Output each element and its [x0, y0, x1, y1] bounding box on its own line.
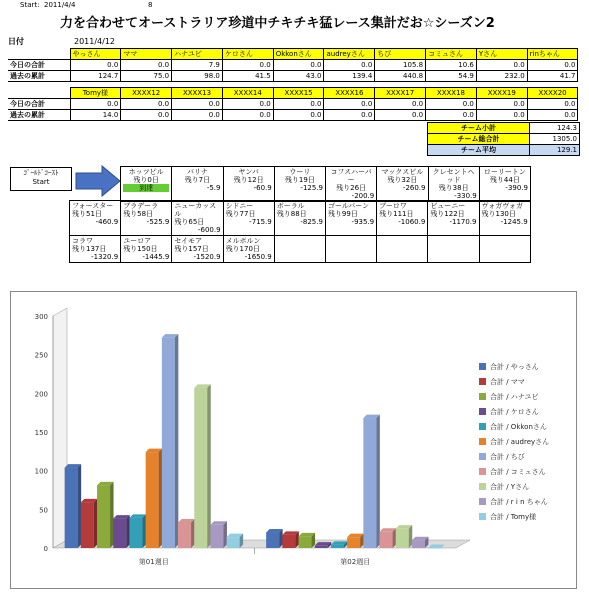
past-value: 41.7 [527, 71, 578, 82]
past-value: 232.0 [476, 71, 527, 82]
route-stop: ヴォガヴォガ 残り130日 -1245.9 [479, 201, 530, 236]
start-label: Start: [20, 1, 40, 9]
legend-label: 合計 / ハナユビ [490, 393, 539, 401]
route-stop: ホッツピル 残り0日 到達 [121, 167, 172, 202]
past-value: 0.0 [426, 110, 477, 121]
past-value: 0.0 [476, 110, 527, 121]
bar-side [126, 515, 130, 548]
team-subtotal-label: チーム小計 [428, 123, 530, 134]
past-value: 0.0 [324, 110, 375, 121]
past-value: 98.0 [172, 71, 223, 82]
route-stop: ブーロワ 残り111日 -1060.9 [377, 201, 428, 236]
today-label: 今日の合計 [8, 99, 70, 110]
bar [97, 485, 110, 548]
route-row-3 [70, 236, 531, 263]
route-stop: ローリートン 残り44日 -390.9 [479, 167, 530, 202]
route-stop-empty [274, 236, 325, 263]
start-date: 2011/4/4 [44, 1, 76, 9]
legend-label: 合計 / ママ [490, 378, 525, 386]
bar-side [159, 449, 163, 548]
route-stop: シドニー 残り77日 -715.9 [223, 201, 274, 236]
bar [299, 536, 312, 548]
bar [363, 418, 376, 548]
past-row [8, 110, 578, 121]
team-average-label: チーム平均 [428, 145, 530, 156]
page-title: 力を合わせてオーストラリア珍道中チキチキ猛レース集計だお☆シーズン2 [60, 16, 495, 31]
team-total-label: チーム総合計 [428, 134, 530, 145]
route-stop: ビューニー 残り122日 -1170.9 [428, 201, 479, 236]
route-stop-empty [428, 236, 479, 263]
date-label: 日付 [8, 37, 24, 46]
today-value: 0.0 [527, 99, 578, 110]
route-stop: セイモア 残り157日 -1520.9 [172, 236, 223, 263]
bar-side [78, 464, 82, 548]
route-stop: マックスビル 残り32日 -260.9 [377, 167, 428, 202]
origin-name: ｺﾞｰﾙﾄﾞｺｰｽﾄ [23, 169, 59, 177]
bar-side [207, 384, 211, 548]
bar [178, 522, 191, 548]
route-stop: コラワ 残り137日 -1320.9 [70, 236, 121, 263]
y-tick-label: 200 [34, 390, 48, 399]
member-name: XXXX17 [375, 88, 426, 99]
origin-start: Start [32, 178, 50, 187]
legend-label: 合計 / audreyさん [490, 438, 550, 446]
legend-swatch [479, 363, 486, 370]
member-name: rinちゃん [527, 49, 578, 60]
member-name: XXXX20 [527, 88, 578, 99]
route-row-1 [121, 167, 531, 202]
past-value: 0.0 [121, 110, 172, 121]
week-number: 8 [148, 1, 153, 9]
today-value: 7.9 [172, 60, 223, 71]
today-value: 0.0 [527, 60, 578, 71]
past-value: 0.0 [273, 110, 324, 121]
bar [162, 338, 175, 548]
member-name: Yさん [476, 49, 527, 60]
today-value: 0.0 [121, 60, 172, 71]
legend-label: 合計 / Yさん [490, 483, 530, 491]
past-value: 0.0 [222, 110, 273, 121]
y-tick-label: 300 [34, 313, 48, 321]
team-total-value: 1305.0 [530, 134, 580, 145]
route-stop: フォースター 残り51日 -460.9 [70, 201, 121, 236]
member-name: ちび [375, 49, 426, 60]
route-stop: バリナ 残り7日 -5.9 [172, 167, 223, 202]
member-name: やっさん [70, 49, 121, 60]
member-name: Tomy様 [70, 88, 121, 99]
member-name: Okkonさん [273, 49, 324, 60]
route-stop: ヤンバ 残り12日 -60.9 [223, 167, 274, 202]
route-stop: メルボルン 残り170日 -1650.9 [223, 236, 274, 263]
route-grid [120, 166, 531, 202]
route-stop: ウーリ 残り19日 -125.9 [274, 167, 325, 202]
today-value: 0.0 [324, 60, 375, 71]
legend-swatch [479, 453, 486, 460]
bar-side [376, 415, 380, 548]
bar [396, 529, 409, 548]
today-value: 0.0 [375, 99, 426, 110]
bar-side [94, 499, 98, 548]
past-value: 41.5 [222, 71, 273, 82]
route-stop: コフスハーバー 残り26日 -200.9 [326, 167, 377, 202]
team-totals [427, 122, 580, 156]
past-value: 0.0 [172, 110, 223, 121]
bar [129, 518, 142, 548]
today-row [8, 60, 578, 71]
route-stop-empty [325, 236, 376, 263]
legend-swatch [479, 423, 486, 430]
bar [146, 452, 159, 548]
bar [113, 519, 126, 548]
member-name: ママ [121, 49, 172, 60]
past-value: 124.7 [70, 71, 121, 82]
y-tick-label: 250 [34, 351, 48, 360]
category-label: 第02週目 [340, 558, 371, 566]
today-value: 0.0 [476, 99, 527, 110]
legend-label: 合計 / コミュさん [490, 468, 546, 476]
today-label: 今日の合計 [8, 60, 70, 71]
bar [81, 502, 94, 548]
bar-chart [11, 292, 576, 588]
legend-swatch [479, 468, 486, 475]
member-name: XXXX15 [273, 88, 324, 99]
legend-label: 合計 / Tomy様 [490, 513, 537, 521]
today-value: 105.8 [375, 60, 426, 71]
route-stop: ボーラル 残り88日 -825.9 [274, 201, 325, 236]
bar [282, 535, 295, 548]
route-row-2 [70, 201, 531, 236]
category-label: 第01週目 [138, 558, 169, 566]
legend-swatch [479, 438, 486, 445]
today-value: 0.0 [222, 60, 273, 71]
bar [65, 468, 78, 548]
today-value: 0.0 [70, 99, 121, 110]
past-value: 43.0 [273, 71, 324, 82]
score-table-1 [8, 48, 578, 82]
legend-label: 合計 / やっさん [490, 363, 539, 371]
y-tick-label: 0 [43, 545, 48, 553]
past-value: 54.9 [426, 71, 477, 82]
route-stop: ゴールバーン 残り99日 -935.9 [325, 201, 376, 236]
chart-frame [10, 291, 577, 589]
today-value: 0.0 [273, 99, 324, 110]
bar [315, 546, 328, 548]
past-value: 0.0 [375, 110, 426, 121]
route-stop: ニューカッスル 残り65日 -600.9 [172, 201, 223, 236]
route-grid-2 [69, 200, 531, 263]
y-tick-label: 100 [34, 467, 48, 476]
today-value: 10.6 [426, 60, 477, 71]
name-row [8, 49, 578, 60]
bar-side [223, 521, 227, 548]
today-value: 0.0 [172, 99, 223, 110]
bar-side [142, 514, 146, 548]
bar [194, 388, 207, 548]
member-name: XXXX13 [172, 88, 223, 99]
today-row [8, 99, 578, 110]
bar [331, 545, 344, 548]
today-value: 0.0 [121, 99, 172, 110]
legend-swatch [479, 483, 486, 490]
team-average-value: 129.1 [530, 145, 580, 156]
legend-label: 合計 / r i n ちゃん [490, 498, 548, 506]
legend-swatch [479, 408, 486, 415]
member-name: audreyさん [324, 49, 375, 60]
route-stop: ユーロア 残り150日 -1445.9 [121, 236, 172, 263]
member-name: XXXX19 [476, 88, 527, 99]
member-name: コミュさん [426, 49, 477, 60]
bar-side [409, 525, 413, 548]
member-name: XXXX18 [426, 88, 477, 99]
legend-swatch [479, 393, 486, 400]
today-value: 0.0 [476, 60, 527, 71]
today-value: 0.0 [324, 99, 375, 110]
today-value: 0.0 [426, 99, 477, 110]
member-name: ケロさん [222, 49, 273, 60]
today-value: 0.0 [70, 60, 121, 71]
legend-swatch [479, 498, 486, 505]
legend-label: 合計 / Okkonさん [490, 423, 547, 431]
bar [380, 532, 393, 548]
bar [210, 525, 223, 548]
past-value: 0.0 [527, 110, 578, 121]
y-tick-label: 50 [39, 506, 48, 515]
bar [428, 548, 441, 549]
member-name: XXXX16 [324, 88, 375, 99]
bar [266, 533, 279, 548]
legend-swatch [479, 513, 486, 520]
arrived-badge: 到達 [123, 184, 169, 192]
legend-label: 合計 / ちび [490, 453, 525, 461]
past-value: 139.4 [324, 71, 375, 82]
past-value: 14.0 [70, 110, 121, 121]
past-value: 75.0 [121, 71, 172, 82]
bar [227, 537, 240, 548]
past-value: 440.8 [375, 71, 426, 82]
legend-swatch [479, 378, 486, 385]
bar [412, 540, 425, 548]
past-label: 過去の累計 [8, 71, 70, 82]
route-stop: クレセントヘッド 残り38日 -330.9 [428, 167, 479, 202]
today-value: 0.0 [222, 99, 273, 110]
route-stop-empty [377, 236, 428, 263]
name-row [8, 88, 578, 99]
bar-side [175, 334, 179, 548]
y-tick-label: 150 [34, 429, 48, 437]
route-stop-empty [479, 236, 530, 263]
arrow-right-icon [74, 164, 122, 198]
today-value: 0.0 [273, 60, 324, 71]
route-origin [10, 167, 72, 191]
past-label: 過去の累計 [8, 110, 70, 121]
legend-label: 合計 / ケロさん [490, 408, 539, 416]
date-value: 2011/4/12 [74, 37, 116, 46]
member-name: ハナユビ [172, 49, 223, 60]
bar [347, 537, 360, 548]
past-row [8, 71, 578, 82]
bar-side [191, 519, 195, 548]
score-table-2 [8, 87, 578, 121]
bar-side [110, 482, 114, 548]
member-name: XXXX14 [222, 88, 273, 99]
route-stop: ブラデーラ 残り58日 -525.9 [121, 201, 172, 236]
member-name: XXXX12 [121, 88, 172, 99]
team-subtotal-value: 124.3 [530, 123, 580, 134]
